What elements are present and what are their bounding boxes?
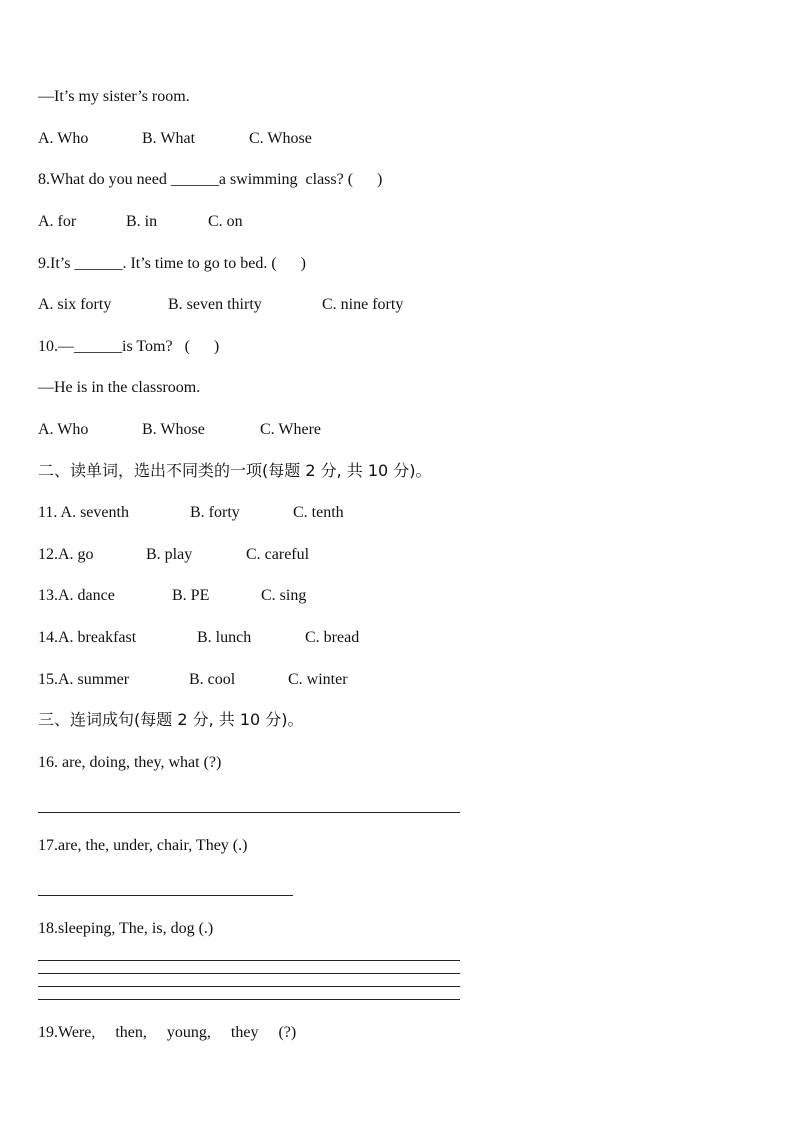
- q7-option-a: A. Who: [38, 130, 89, 147]
- q17-prompt: 17.are, the, under, chair, They (.): [38, 837, 248, 854]
- item-11-option-a: 11. A. seventh: [38, 504, 129, 521]
- q9-options: [38, 294, 458, 316]
- item-13: [38, 585, 438, 607]
- q8-option-a: A. for: [38, 213, 77, 230]
- section2-heading: 二、读单词，选出不同类的一项(每题 2 分, 共 10 分)。: [38, 461, 432, 480]
- q18-answer-line-2[interactable]: [38, 973, 460, 974]
- item-13-option-b: B. PE: [172, 587, 210, 604]
- q17-answer-line[interactable]: [38, 895, 293, 896]
- q16-answer-line[interactable]: [38, 812, 460, 813]
- item-15-option-a: 15.A. summer: [38, 671, 130, 688]
- q7-options: [38, 128, 438, 150]
- q7-answer-line: —It’s my sister’s room.: [38, 88, 190, 105]
- q16-prompt: 16. are, doing, they, what (?): [38, 754, 222, 771]
- q10-option-a: A. Who: [38, 421, 89, 438]
- q7-option-b: B. What: [142, 130, 196, 147]
- q8-option-b: B. in: [126, 213, 158, 230]
- item-15-option-b: B. cool: [189, 671, 236, 688]
- item-15-option-c: C. winter: [288, 671, 348, 688]
- item-12-option-c: C. careful: [246, 546, 310, 563]
- section3-heading: 三、连词成句(每题 2 分, 共 10 分)。: [38, 710, 304, 729]
- q9-stem: 9.It’s ______. It’s time to go to bed. ( ): [38, 255, 306, 272]
- item-11-option-b: B. forty: [190, 504, 240, 521]
- q10-stem: 10.—______is Tom? ( ): [38, 338, 220, 355]
- item-13-option-c: C. sing: [261, 587, 307, 604]
- item-11-option-c: C. tenth: [293, 504, 344, 521]
- q18-answer-line-1[interactable]: [38, 960, 460, 961]
- item-11: [38, 502, 438, 524]
- item-14-option-c: C. bread: [305, 629, 360, 646]
- q9-option-a: A. six forty: [38, 296, 112, 313]
- q18-answer-line-4[interactable]: [38, 999, 460, 1000]
- item-14-option-a: 14.A. breakfast: [38, 629, 137, 646]
- item-14-option-b: B. lunch: [197, 629, 252, 646]
- q9-option-c: C. nine forty: [322, 296, 404, 313]
- item-12-option-b: B. play: [146, 546, 193, 563]
- q10-option-c: C. Where: [260, 421, 322, 438]
- q18-prompt: 18.sleeping, The, is, dog (.): [38, 920, 214, 937]
- q10-answer-line: —He is in the classroom.: [38, 379, 201, 396]
- item-12-option-a: 12.A. go: [38, 546, 94, 563]
- q8-options: [38, 211, 438, 233]
- q19-prompt: 19.Were, then, young, they (?): [38, 1024, 297, 1041]
- item-12: [38, 544, 438, 566]
- q10-option-b: B. Whose: [142, 421, 205, 438]
- q10-options: [38, 419, 438, 441]
- item-13-option-a: 13.A. dance: [38, 587, 115, 604]
- q9-option-b: B. seven thirty: [168, 296, 262, 313]
- item-15: [38, 669, 438, 691]
- q18-answer-line-3[interactable]: [38, 986, 460, 987]
- q8-option-c: C. on: [208, 213, 243, 230]
- q8-stem: 8.What do you need ______a swimming class? ( ): [38, 171, 383, 188]
- item-14: [38, 627, 438, 649]
- q7-option-c: C. Whose: [249, 130, 312, 147]
